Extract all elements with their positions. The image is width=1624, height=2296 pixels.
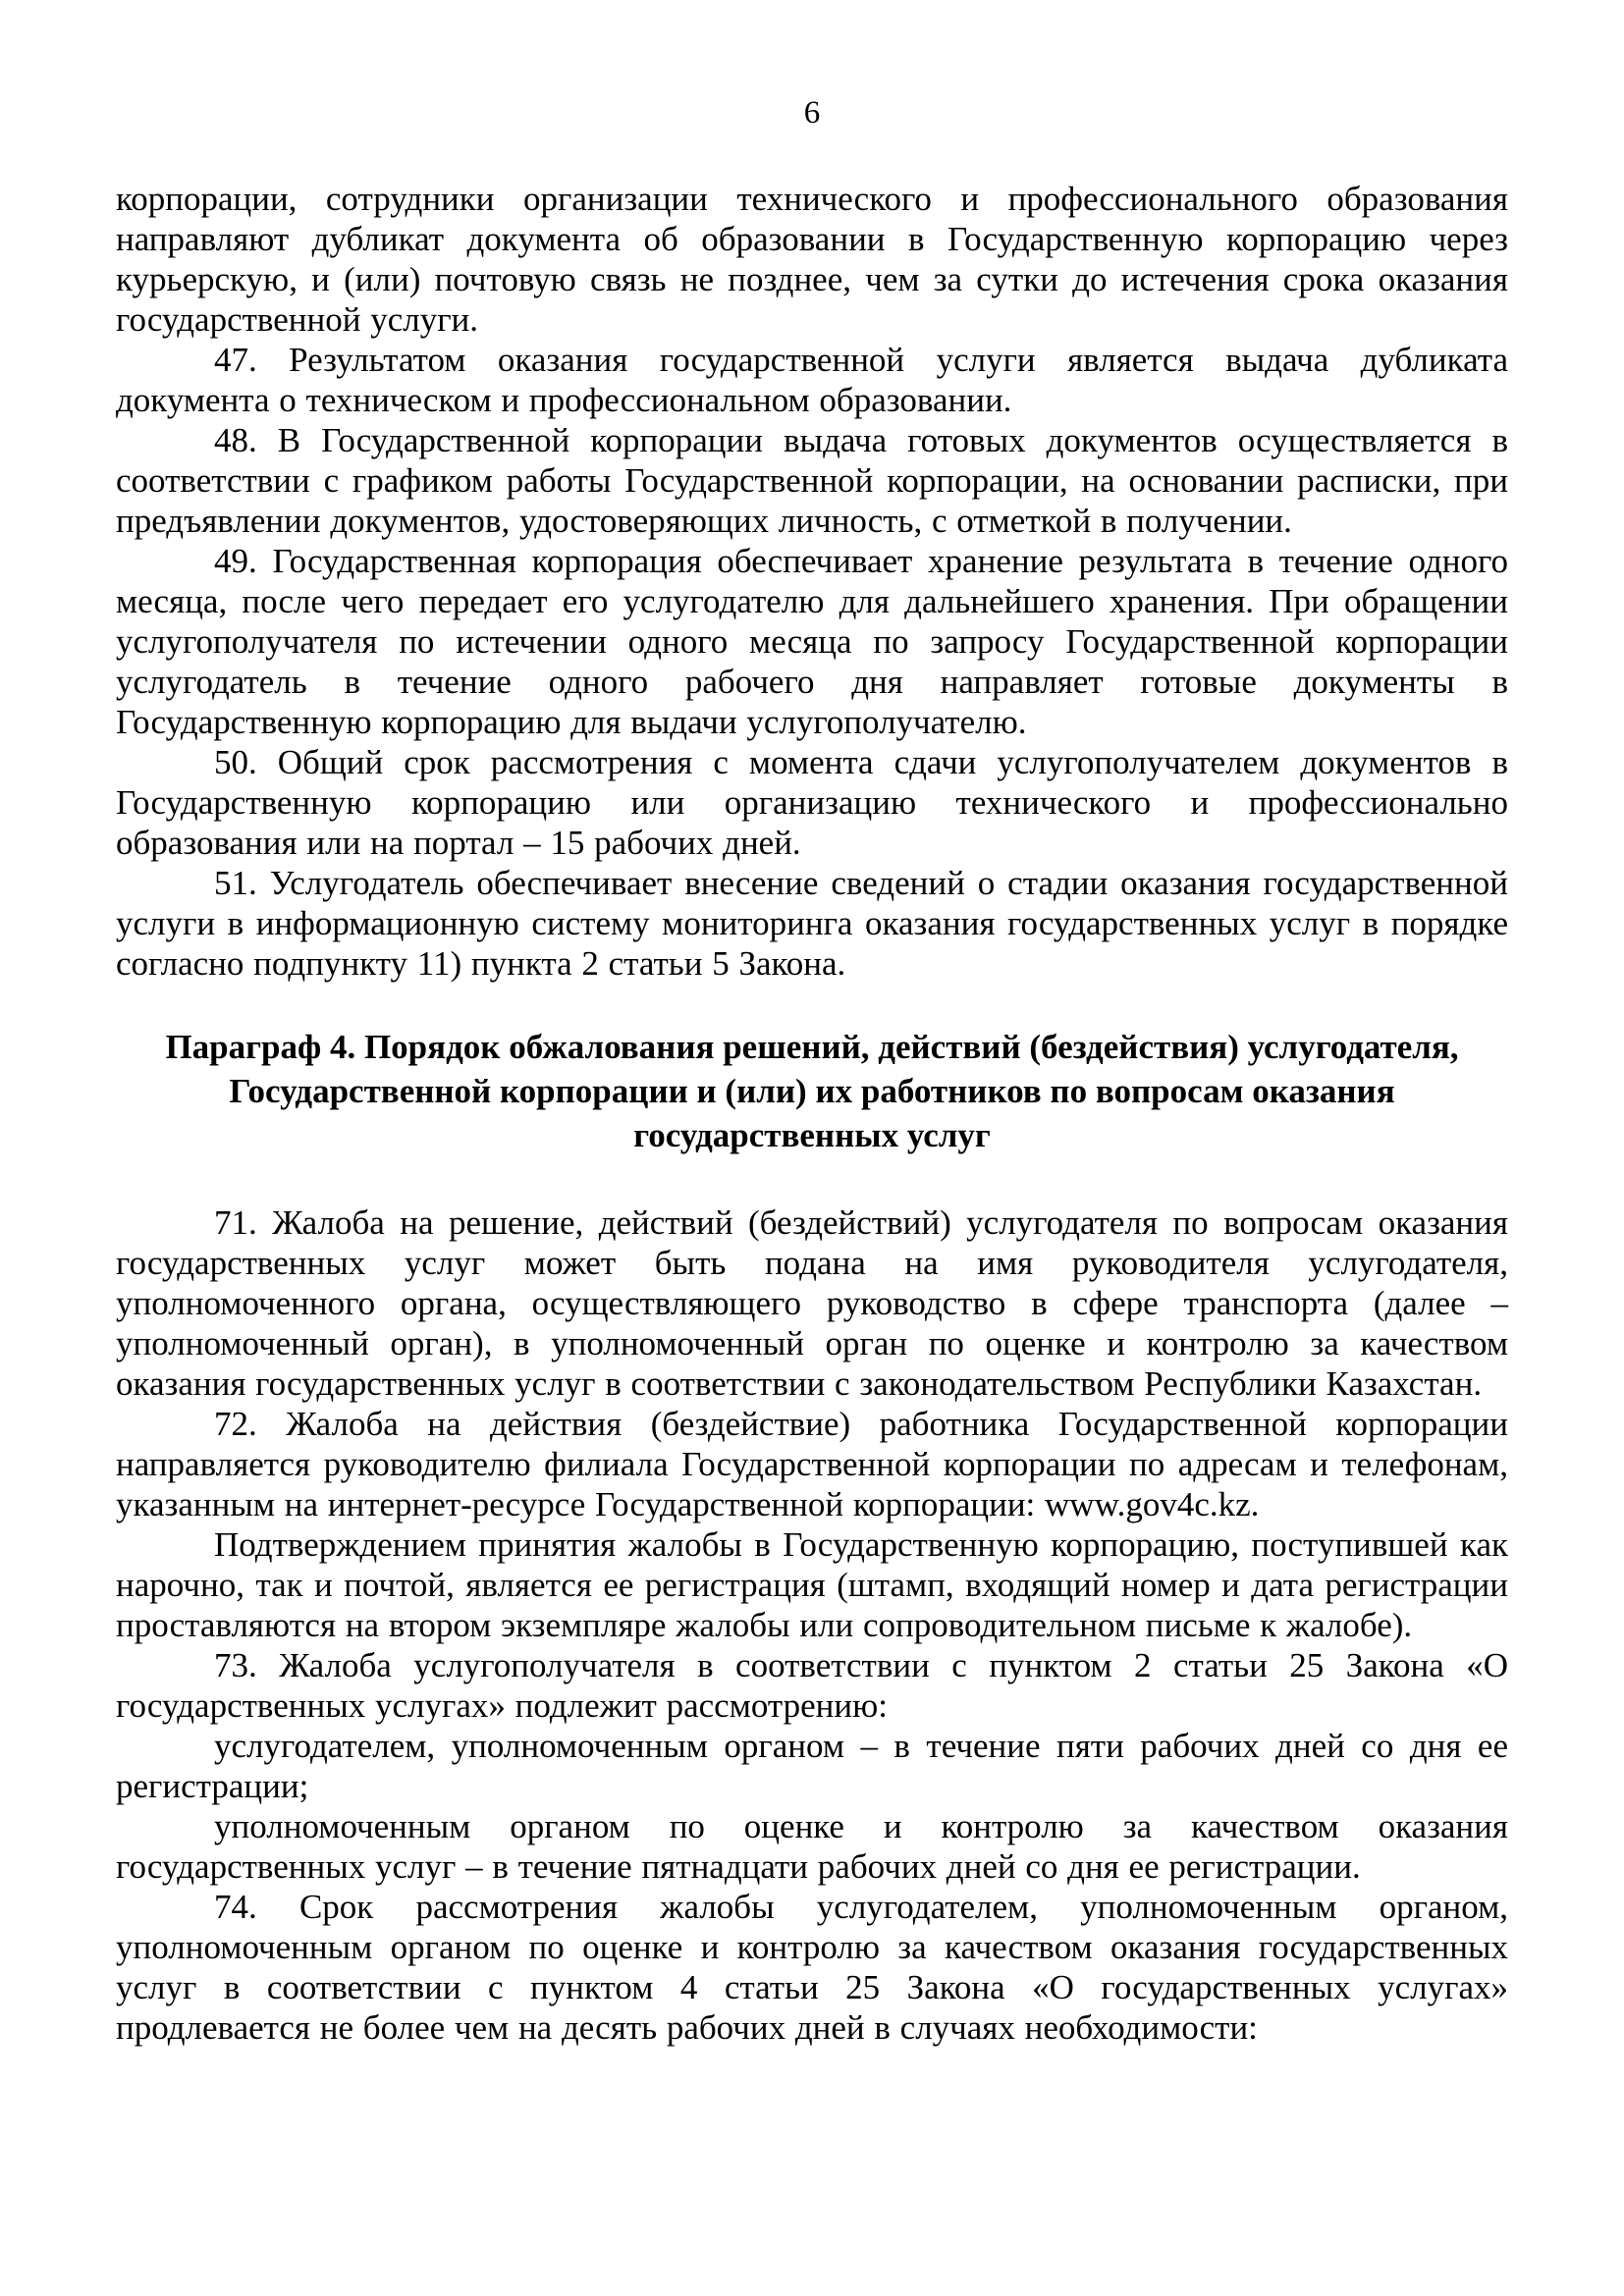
paragraph-51: 51. Услугодатель обеспечивает внесение сведений о стадии оказания государственной услуги в информационную систему мониторинга оказания государственных услуг в порядке согласно подпункту 11) пункта 2 статьи 5 Закона. bbox=[116, 864, 1508, 983]
document-body bbox=[116, 179, 1508, 2048]
paragraph-71: 71. Жалоба на решение, действий (бездействий) услугодателя по вопросам оказания государственных услуг может быть подана на имя руководителя услугодателя, уполномоченного органа, осуществляющего руководство в сфере транспорта (далее – уполномоченный орган), в уполномоченный орган по оценке и контролю за качеством оказания государственных услуг в соответствии с законодательством Республики Казахстан. bbox=[116, 1203, 1508, 1403]
paragraph-48: 48. В Государственной корпорации выдача готовых документов осуществляется в соответствии с графиком работы Государственной корпорации, на основании расписки, при предъявлении документов, удостоверяющих личность, с отметкой в получении. bbox=[116, 421, 1508, 540]
paragraph-72: 72. Жалоба на действия (бездействие) работника Государственной корпорации направляется руководителю филиала Государственной корпорации по адресам и телефонам, указанным на интернет-ресурсе Государственной корпорации: www.gov4c.kz. bbox=[116, 1405, 1508, 1523]
paragraph-74: 74. Срок рассмотрения жалобы услугодателем, уполномоченным органом, уполномоченным органом по оценке и контролю за качеством оказания государственных услуг в соответствии с пунктом 4 статьи 25 Закона «О государственных услугах» продлевается не более чем на десять рабочих дней в случаях необходимости: bbox=[116, 1888, 1508, 2047]
paragraph-continuation: корпорации, сотрудники организации технического и профессионального образования направляют дубликат документа об образовании в Государственную корпорацию через курьерскую, и (или) почтовую связь не позднее, чем за сутки до истечения срока оказания государственной услуги. bbox=[116, 180, 1508, 339]
paragraph-73-item-2: уполномоченным органом по оценке и контролю за качеством оказания государственных услуг – в течение пятнадцати рабочих дней со дня ее регистрации. bbox=[116, 1807, 1508, 1886]
paragraph-50: 50. Общий срок рассмотрения с момента сдачи услугополучателем документов в Государственную корпорацию или организацию технического и профессионально образования или на портал – 15 рабочих дней. bbox=[116, 743, 1508, 862]
paragraph-49: 49. Государственная корпорация обеспечивает хранение результата в течение одного месяца, после чего передает его услугодателю для дальнейшего хранения. При обращении услугополучателя по истечении одного месяца по запросу Государственной корпорации услугодатель в течение одного рабочего дня направляет готовые документы в Государственную корпорацию для выдачи услугополучателю. bbox=[116, 542, 1508, 741]
page-number: 6 bbox=[803, 95, 821, 131]
section-heading-paragraph-4: Параграф 4. Порядок обжалования решений, действий (бездействия) услугодателя, Государственной корпорации и (или) их работников по вопросам оказания государственных услуг bbox=[165, 1028, 1459, 1154]
paragraph-72-confirmation: Подтверждением принятия жалобы в Государственную корпорацию, поступившей как нарочно, так и почтой, является ее регистрация (штамп, входящий номер и дата регистрации проставляются на втором экземпляре жалобы или сопроводительном письме к жалобе). bbox=[116, 1525, 1508, 1644]
paragraph-73-item-1: услугодателем, уполномоченным органом – в течение пяти рабочих дней со дня ее регистрации; bbox=[116, 1727, 1508, 1805]
paragraph-47: 47. Результатом оказания государственной услуги является выдача дубликата документа о техническом и профессиональном образовании. bbox=[116, 341, 1508, 419]
paragraph-73: 73. Жалоба услугополучателя в соответствии с пунктом 2 статьи 25 Закона «О государственных услугах» подлежит рассмотрению: bbox=[116, 1646, 1508, 1725]
